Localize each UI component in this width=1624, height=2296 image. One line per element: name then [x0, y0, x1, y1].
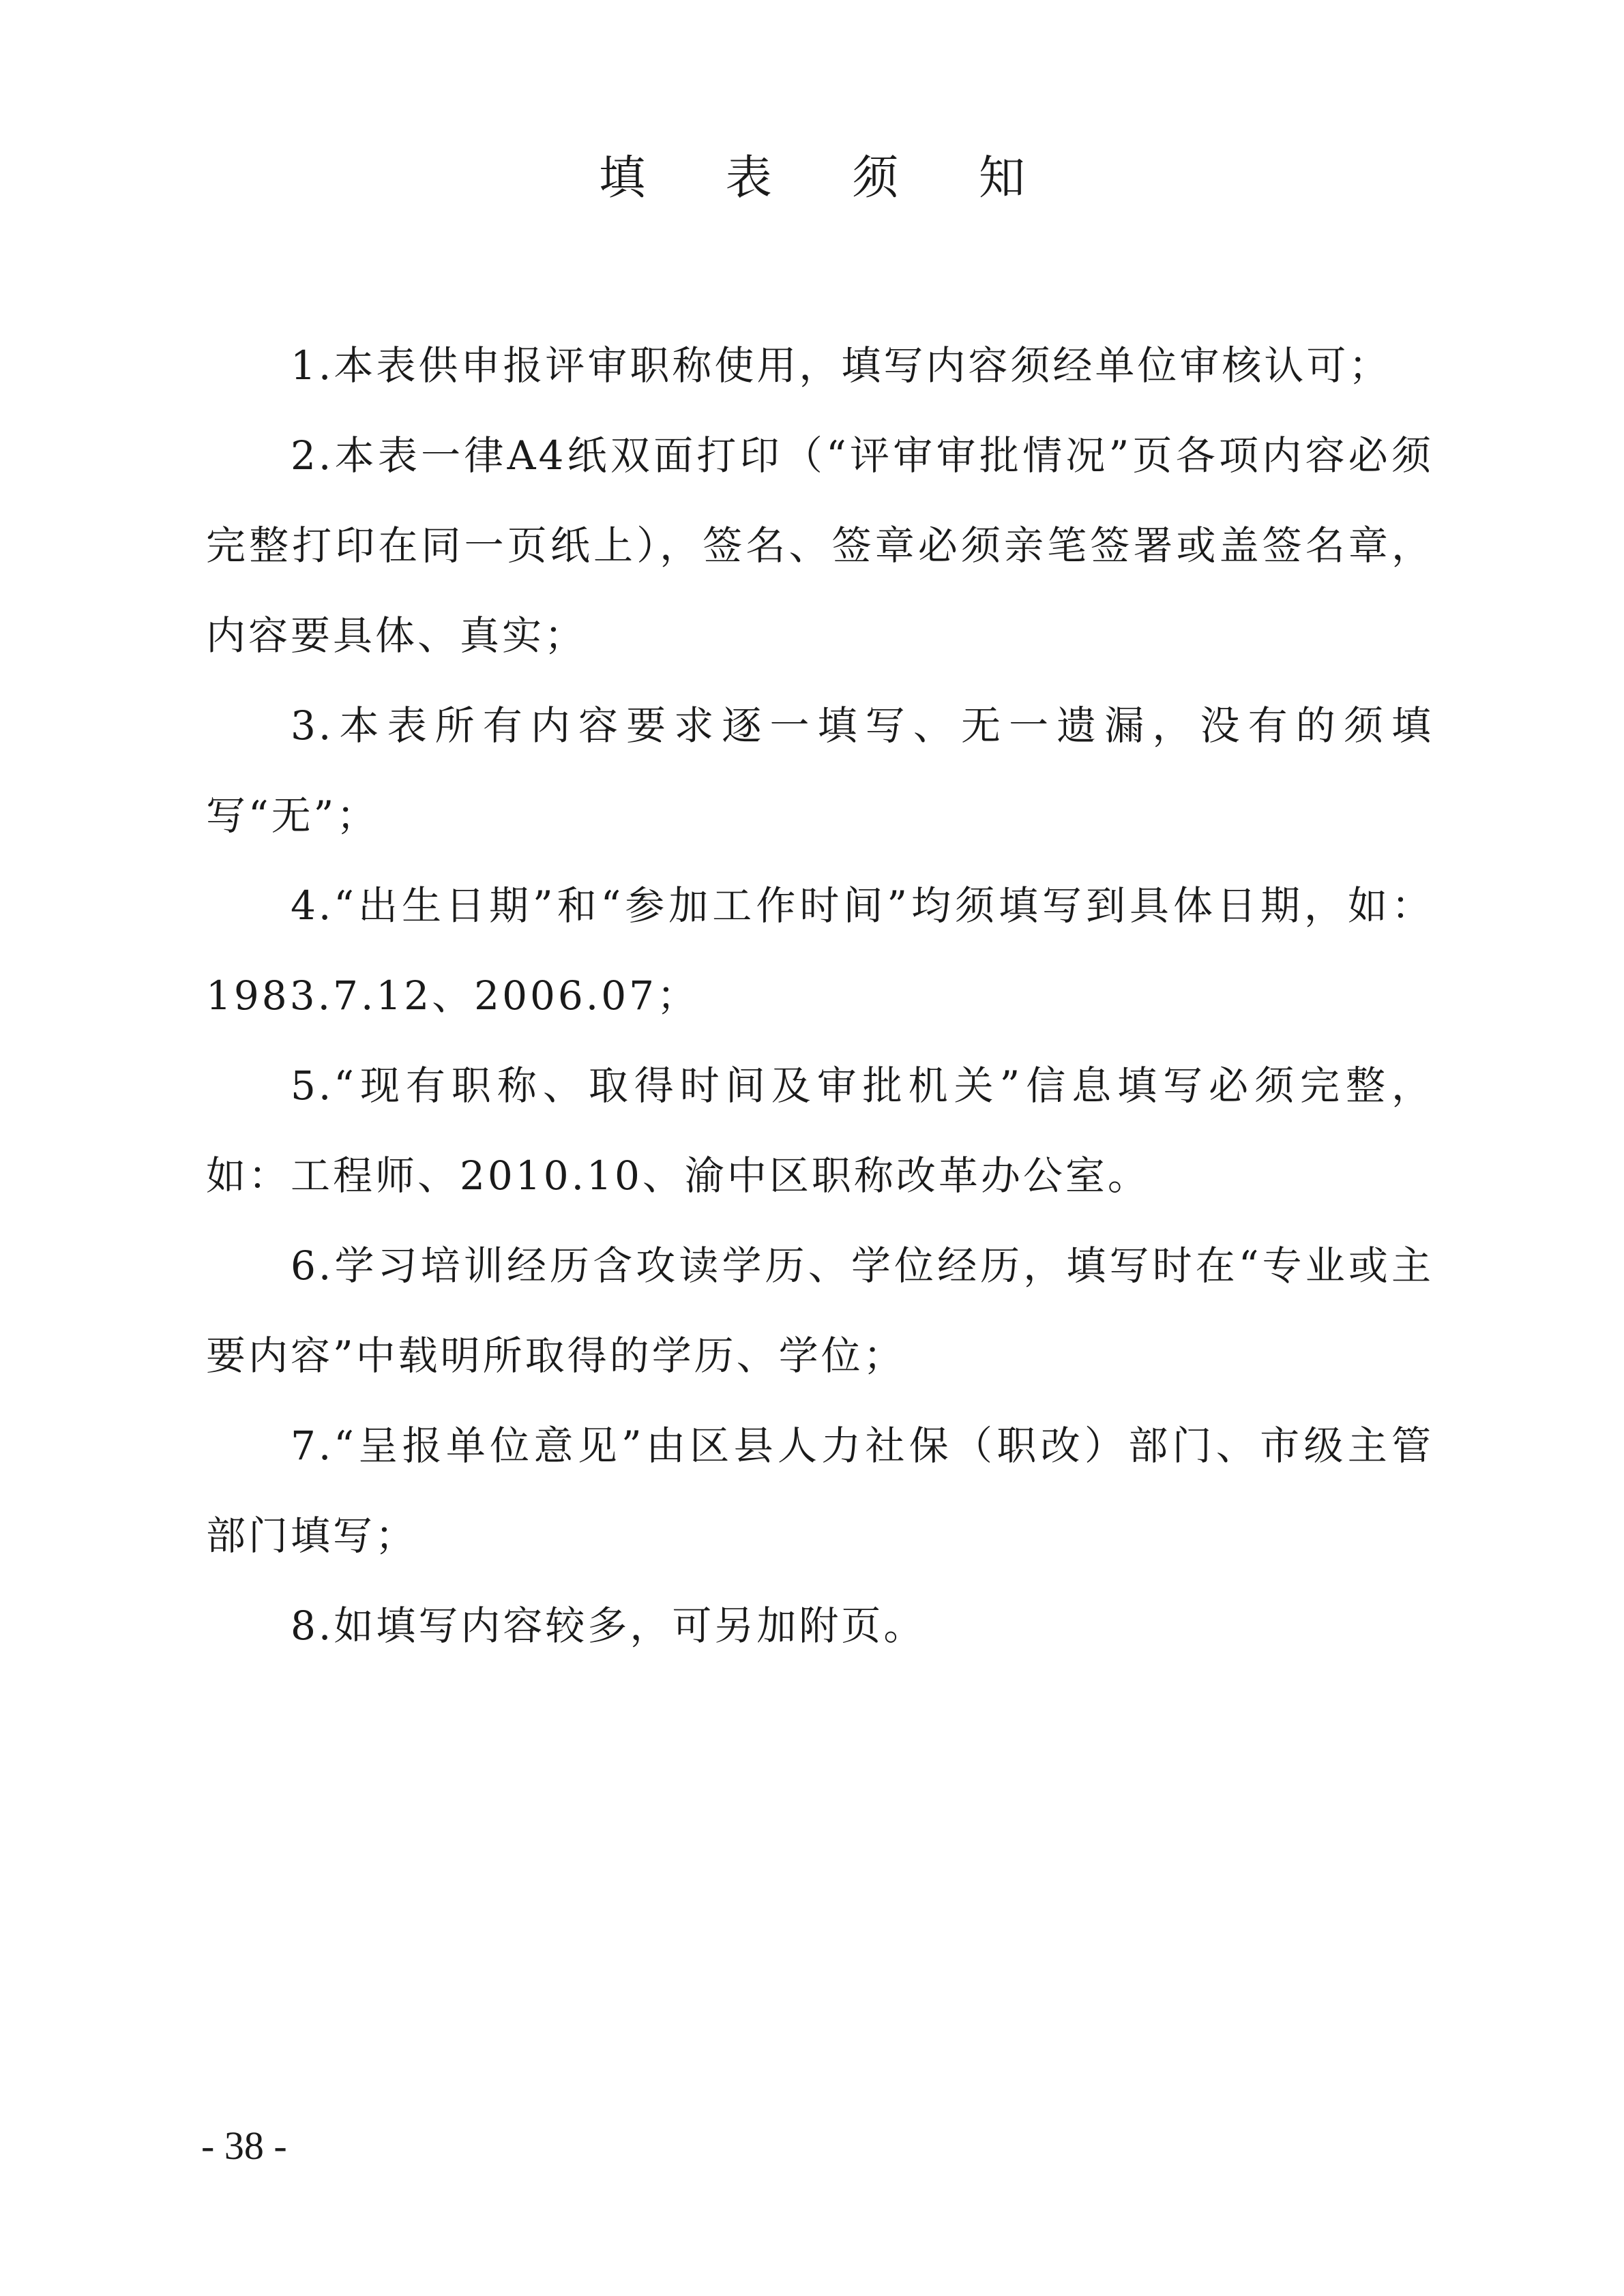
instruction-item-1: 1.本表供申报评审职称使用，填写内容须经单位审核认可； — [291, 342, 1391, 389]
instruction-item-8: 8.如填写内容较多，可另加附页。 — [291, 1602, 926, 1649]
instruction-item-3: 3.本表所有内容要求逐一填写、无一遗漏，没有的须填写“无”； — [206, 702, 1434, 839]
page-number: - 38 - — [201, 2123, 287, 2168]
instructions-list — [206, 320, 1434, 1671]
instruction-item-4: 4.“出生日期”和“参加工作时间”均须填写到具体日期，如：1983.7.12、2006.07； — [206, 882, 1434, 1019]
instruction-item-5: 5.“现有职称、取得时间及审批机关”信息填写必须完整，如：工程师、2010.10、渝中区职称改革办公室。 — [206, 1062, 1434, 1199]
instruction-item-7: 7.“呈报单位意见”由区县人力社保（职改）部门、市级主管部门填写； — [206, 1422, 1434, 1559]
instruction-item-6: 6.学习培训经历含攻读学历、学位经历，填写时在“专业或主要内容”中载明所取得的学历、学位； — [206, 1242, 1434, 1379]
instruction-item-2: 2.本表一律A4纸双面打印（“评审审批情况”页各项内容必须完整打印在同一页纸上），签名、签章必须亲笔签署或盖签名章，内容要具体、真实； — [206, 432, 1434, 659]
page-title: 填 表 须 知 — [599, 151, 1058, 205]
